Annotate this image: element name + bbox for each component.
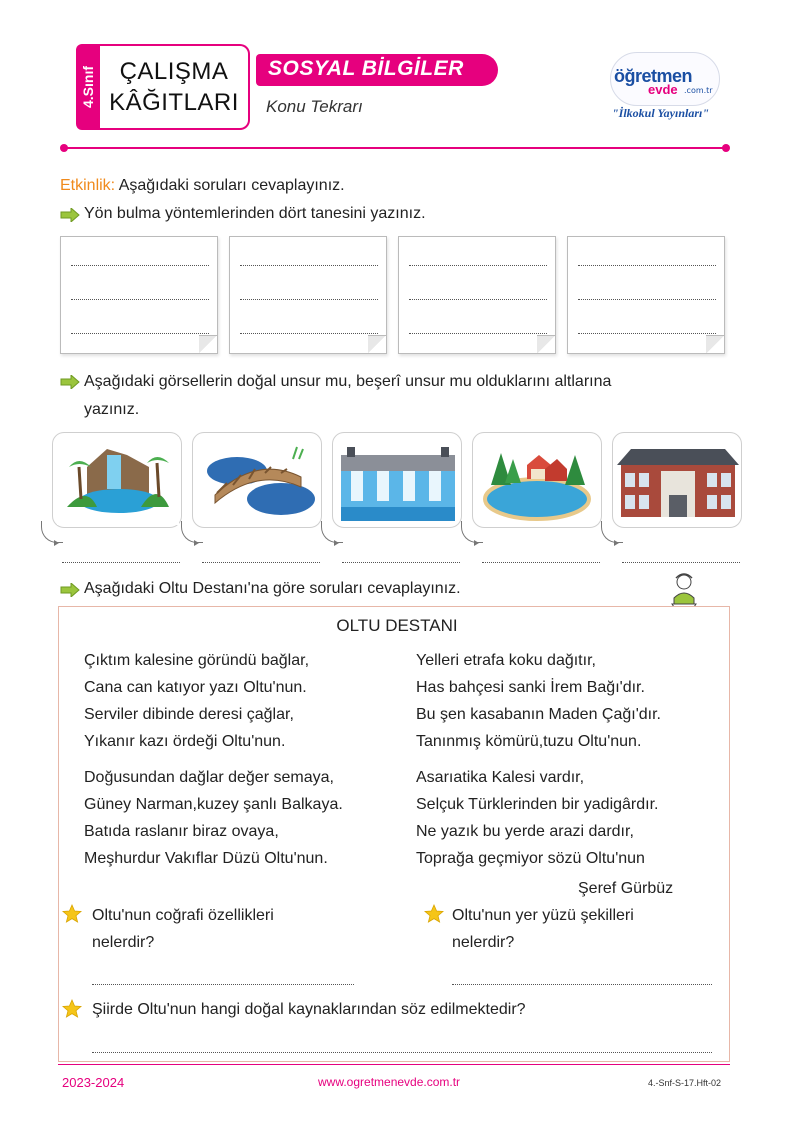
star-icon [424, 904, 444, 924]
question-natural-resources: Şiirde Oltu'nun hangi doğal kaynaklarından söz edilmektedir? [92, 1001, 526, 1018]
answer-card[interactable] [60, 236, 218, 354]
subject-bar [256, 54, 498, 86]
poem-line: Asarıatika Kalesi vardır, [416, 769, 585, 786]
star-icon [62, 999, 82, 1019]
subject-label: SOSYAL BİLGİLER [268, 57, 464, 80]
title-line2: KÂĞITLARI [109, 89, 239, 116]
answer-line[interactable] [452, 984, 712, 985]
star-icon [62, 904, 82, 924]
header-divider [64, 147, 726, 149]
footer-divider [58, 1064, 730, 1065]
answer-line[interactable] [622, 562, 740, 563]
poem-line: Toprağa geçmiyor sözü Oltu'nun [416, 850, 645, 867]
logo-brand: öğretmen [614, 66, 693, 86]
grade-tab [76, 44, 100, 130]
question-landforms-line2: nelerdir? [452, 934, 515, 951]
title-box [100, 44, 250, 130]
question-directions: Yön bulma yöntemlerinden dört tanesini yazınız. [84, 205, 426, 222]
poem-author: Şeref Gürbüz [578, 880, 674, 897]
answer-card[interactable] [567, 236, 725, 354]
poem-line: Serviler dibinde deresi çağlar, [84, 706, 294, 723]
poem-line: Güney Narman,kuzey şanlı Balkaya. [84, 796, 343, 813]
answer-line[interactable] [482, 562, 600, 563]
answer-line[interactable] [62, 562, 180, 563]
topic-label: Konu Tekrarı [266, 97, 363, 116]
building-image [612, 432, 742, 528]
poem-line: Yelleri etrafa koku dağıtır, [416, 652, 596, 669]
dam-image [332, 432, 462, 528]
activity-row [60, 177, 345, 195]
answer-line[interactable] [92, 1052, 712, 1053]
logo-ext: .com.tr [684, 86, 713, 95]
poem-line: Selçuk Türklerinden bir yadigârdır. [416, 796, 659, 813]
poem-line: Cana can katıyor yazı Oltu'nun. [84, 679, 307, 696]
activity-instruction: Aşağıdaki soruları cevaplayınız. [118, 177, 345, 194]
poem-line: Tanınmış kömürü,tuzu Oltu'nun. [416, 733, 642, 750]
activity-label: Etkinlik: [60, 177, 116, 194]
answer-card[interactable] [229, 236, 387, 354]
logo-brand2: evde [648, 82, 678, 97]
waterfall-image [52, 432, 182, 528]
poem-line: Meşhurdur Vakıflar Düzü Oltu'nun. [84, 850, 328, 867]
answer-line[interactable] [92, 984, 354, 985]
grade-label: 4.Sınıf [80, 65, 96, 109]
question-natural-human-line2: yazınız. [84, 401, 140, 418]
question-geography-line2: nelerdir? [92, 934, 155, 951]
arrow-icon [60, 375, 80, 389]
poem-line: Yıkanır kazı ördeği Oltu'nun. [84, 733, 286, 750]
lake-houses-image [472, 432, 602, 528]
arrow-icon [60, 583, 80, 597]
title-line1: ÇALIŞMA [119, 58, 229, 85]
footer-code: 4.-Snf-S-17.Hft-02 [648, 1078, 722, 1088]
arrow-icon [60, 208, 80, 222]
poem-title: OLTU DESTANI [336, 616, 458, 635]
answer-line[interactable] [342, 562, 460, 563]
question-landforms-line1: Oltu'nun yer yüzü şekilleri [452, 907, 634, 924]
footer-year: 2023-2024 [62, 1075, 125, 1090]
poem-line: Bu şen kasabanın Maden Çağı'dır. [416, 706, 661, 723]
poem-line: Doğusundan dağlar değer semaya, [84, 769, 334, 786]
question-geography-line1: Oltu'nun coğrafi özellikleri [92, 907, 274, 924]
publisher-logo [604, 48, 726, 126]
logo-publisher: "İlkokul Yayınları" [612, 106, 710, 120]
question-poem-intro: Aşağıdaki Oltu Destanı'na göre soruları cevaplayınız. [84, 580, 461, 597]
poem-line: Çıktım kalesine göründü bağlar, [84, 652, 310, 669]
answer-line[interactable] [202, 562, 320, 563]
question-natural-human-line1: Aşağıdaki görsellerin doğal unsur mu, beşerî unsur mu olduklarını altlarına [84, 373, 612, 390]
answer-card[interactable] [398, 236, 556, 354]
poem-line: Has bahçesi sanki İrem Bağı'dır. [416, 679, 645, 696]
poem-line: Batıda raslanır biraz ovaya, [84, 823, 279, 840]
bridge-image [192, 432, 322, 528]
footer-url[interactable]: www.ogretmenevde.com.tr [318, 1075, 461, 1089]
poem-line: Ne yazık bu yerde arazi dardır, [416, 823, 634, 840]
